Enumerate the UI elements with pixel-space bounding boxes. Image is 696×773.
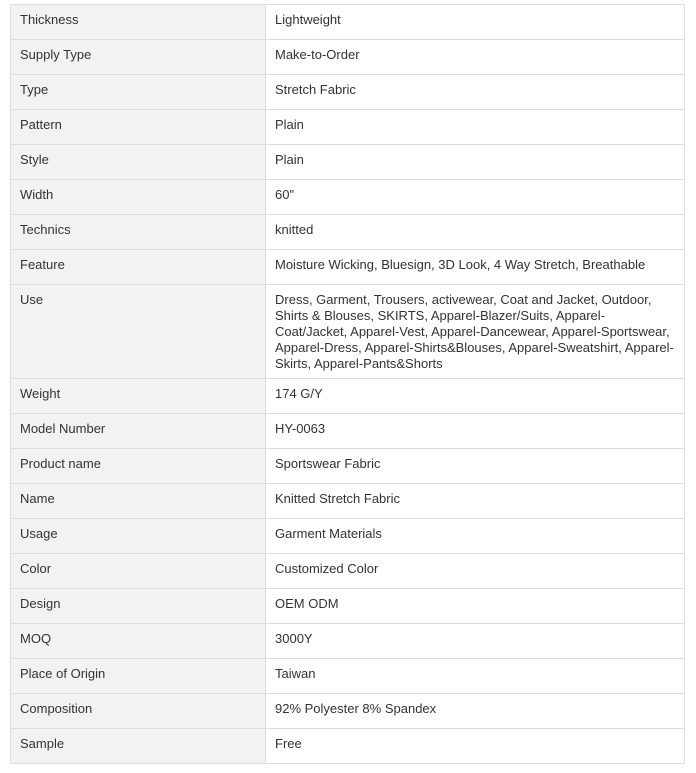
spec-label: Model Number [11,414,266,449]
spec-value: Sportswear Fabric [266,449,685,484]
table-row [11,519,685,554]
spec-value: Stretch Fabric [266,75,685,110]
spec-label: Place of Origin [11,659,266,694]
spec-label: Product name [11,449,266,484]
spec-label: MOQ [11,624,266,659]
spec-label: Design [11,589,266,624]
spec-value: HY-0063 [266,414,685,449]
spec-value: Plain [266,110,685,145]
table-row [11,250,685,285]
table-row [11,554,685,589]
spec-value: Make-to-Order [266,40,685,75]
table-row [11,75,685,110]
spec-value: 60" [266,180,685,215]
table-row [11,110,685,145]
spec-value: 174 G/Y [266,379,685,414]
table-row [11,589,685,624]
table-row [11,449,685,484]
spec-value: Plain [266,145,685,180]
spec-label: Composition [11,694,266,729]
table-row [11,180,685,215]
table-row [11,145,685,180]
spec-label: Sample [11,729,266,764]
spec-label: Use [11,285,266,379]
spec-label: Technics [11,215,266,250]
table-row [11,379,685,414]
table-row [11,414,685,449]
spec-value: Lightweight [266,5,685,40]
table-row [11,215,685,250]
table-row [11,5,685,40]
spec-value: Moisture Wicking, Bluesign, 3D Look, 4 Way Stretch, Breathable [266,250,685,285]
spec-label: Width [11,180,266,215]
spec-value: OEM ODM [266,589,685,624]
spec-label: Thickness [11,5,266,40]
spec-value: Garment Materials [266,519,685,554]
spec-value: knitted [266,215,685,250]
table-row [11,40,685,75]
table-row [11,484,685,519]
spec-value: 92% Polyester 8% Spandex [266,694,685,729]
spec-label: Color [11,554,266,589]
table-row [11,624,685,659]
spec-value: Free [266,729,685,764]
table-row [11,729,685,764]
table-row [11,285,685,379]
spec-value: Customized Color [266,554,685,589]
spec-label: Usage [11,519,266,554]
spec-label: Name [11,484,266,519]
spec-value: Knitted Stretch Fabric [266,484,685,519]
spec-value: 3000Y [266,624,685,659]
spec-label: Pattern [11,110,266,145]
table-row [11,694,685,729]
spec-value: Taiwan [266,659,685,694]
spec-label: Style [11,145,266,180]
product-spec-table [10,4,685,764]
spec-label: Weight [11,379,266,414]
spec-label: Supply Type [11,40,266,75]
spec-label: Feature [11,250,266,285]
spec-label: Type [11,75,266,110]
spec-value: Dress, Garment, Trousers, activewear, Coat and Jacket, Outdoor, Shirts & Blouses, SKIRTS, Apparel-Blazer/Suits, Apparel-Coat/Jacket, Apparel-Vest, Apparel-Dancewear, Apparel-Sportswear, Apparel-Dress, Apparel-Shirts&Blouses, Apparel-Sweatshirt, Apparel-Skirts, Apparel-Pants&Shorts [266,285,685,379]
table-row [11,659,685,694]
